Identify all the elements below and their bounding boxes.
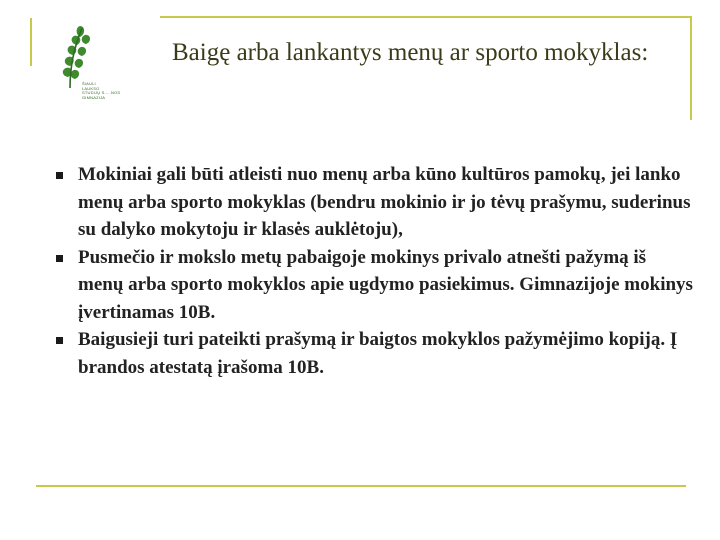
logo-caption — [82, 82, 162, 100]
list-item-text: Pusmečio ir mokslo metų pabaigoje mokinys privalo atnešti pažymą iš menų arba sporto mokyklos apie ugdymo pasiekimus. Gimnazijoje mokinys įvertinamas 10B. — [78, 246, 693, 323]
bullet-list — [50, 161, 695, 381]
logo-line: ŠIAULI — [82, 81, 96, 86]
square-bullet-icon — [56, 255, 63, 262]
frame-right-line — [690, 16, 692, 120]
list-item-text: Mokiniai gali būti atleisti nuo menų arba kūno kultūros pamokų, jei lanko menų arba sporto mokyklas (bendru mokinio ir jo tėvų prašymu, suderinus su dalyko mokytoju ir klasės auklėtoju), — [78, 164, 691, 240]
list-item — [50, 161, 695, 244]
list-item — [50, 244, 695, 327]
list-item-text: Baigusieji turi pateikti prašymą ir baigtos mokyklos pažymėjimo kopiją. Į brandos atestatą įrašoma 10B. — [78, 329, 678, 378]
logo-line: LAUKSO — [82, 85, 100, 91]
frame-top-line — [160, 16, 692, 18]
frame-left-line — [30, 18, 32, 66]
square-bullet-icon — [56, 172, 63, 179]
logo-line: STUDIJŲ S.....NOS — [82, 90, 121, 95]
list-item — [50, 326, 695, 381]
slide-title: Baigę arba lankantys menų ar sporto mokyklas: — [172, 39, 649, 66]
square-bullet-icon — [56, 337, 63, 344]
frame-bottom-line — [36, 485, 686, 487]
logo-line: GIMNAZIJA — [82, 94, 106, 100]
